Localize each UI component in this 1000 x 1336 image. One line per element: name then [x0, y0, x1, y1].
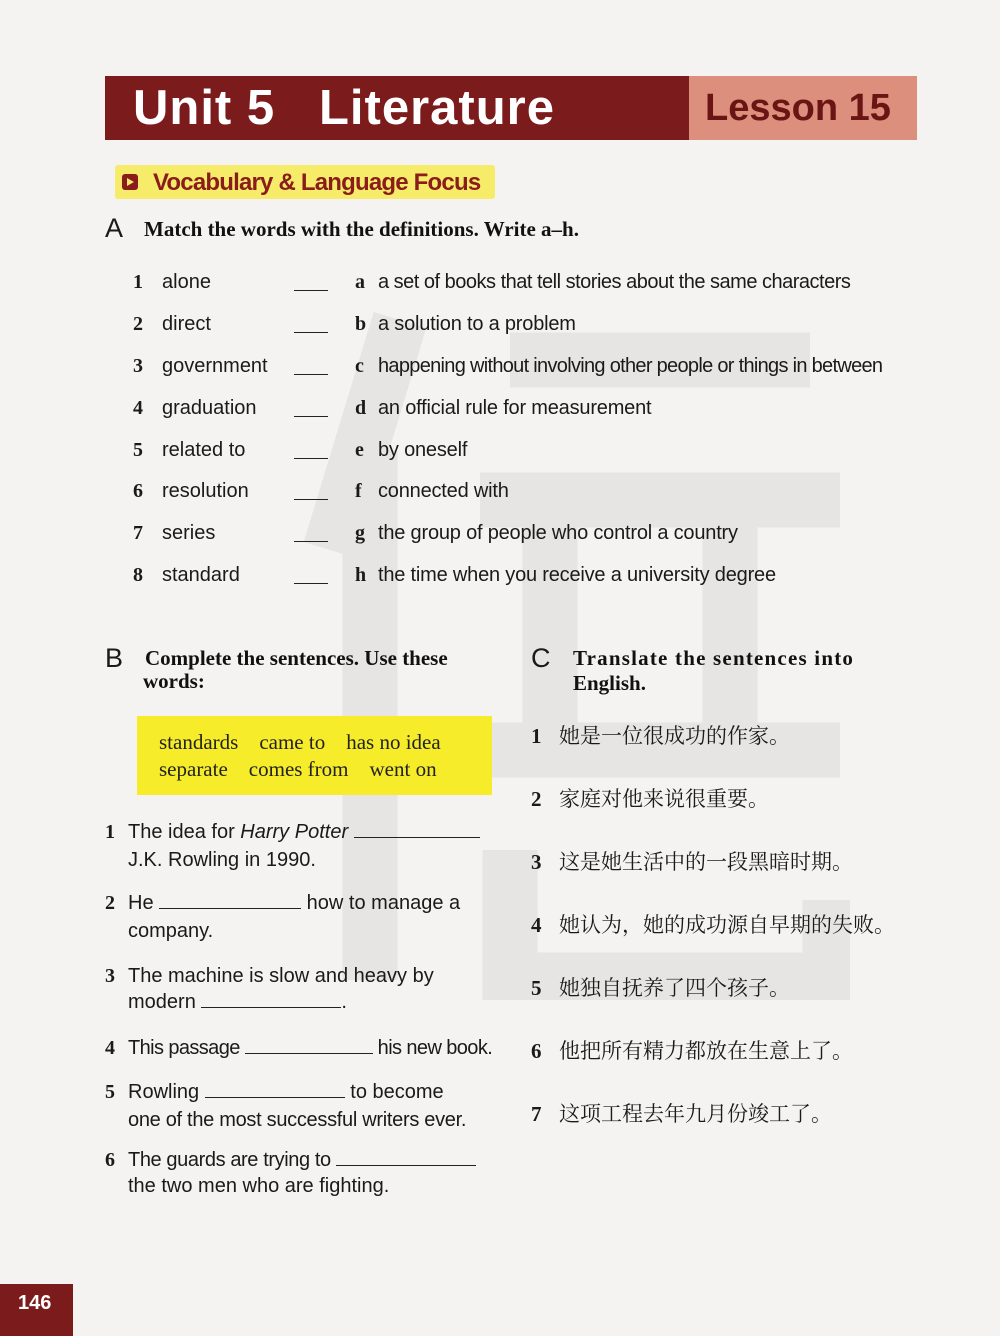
definition-text: the time when you receive a university degree [378, 564, 776, 586]
b-item-number: 4 [105, 1037, 115, 1059]
b-item-text-line2: one of the most successful writers ever. [128, 1109, 467, 1131]
answer-blank[interactable] [294, 374, 328, 375]
lesson-title: Lesson 15 [705, 87, 891, 129]
match-row [133, 313, 933, 343]
chinese-sentence: 家庭对他来说很重要。 [559, 787, 769, 811]
answer-blank[interactable] [354, 819, 480, 838]
page-number: 146 [18, 1292, 52, 1314]
answer-blank[interactable] [205, 1079, 345, 1098]
answer-blank[interactable] [245, 1035, 373, 1054]
definition-text: connected with [378, 480, 509, 502]
word-number: 8 [133, 564, 143, 586]
unit-header [105, 76, 917, 140]
word-box [137, 716, 492, 795]
definition-letter: h [355, 564, 367, 586]
chinese-sentence: 她认为，她的成功源自早期的失败。 [559, 913, 895, 937]
definition-text: a solution to a problem [378, 313, 576, 335]
b-item-text-line2: the two men who are fighting. [128, 1175, 390, 1197]
b-item-text: He [128, 892, 160, 914]
focus-banner [115, 165, 495, 199]
b-item-number: 6 [105, 1149, 115, 1171]
chinese-sentence: 她是一位很成功的作家。 [559, 724, 790, 748]
definition-text: the group of people who control a country [378, 522, 738, 544]
vocab-word: government [162, 355, 268, 377]
b-item-number: 2 [105, 892, 115, 914]
section-a-instruction: Match the words with the definitions. Write a–h. [144, 217, 579, 241]
b-item-text-after: to become [344, 1081, 444, 1103]
definition-text: an official rule for measurement [378, 397, 652, 419]
translation-item [531, 783, 769, 813]
section-b-instruction-line2: words: [143, 669, 205, 693]
translation-item [531, 720, 790, 750]
translation-item [531, 1098, 832, 1128]
word-number: 5 [133, 439, 143, 461]
translation-number: 7 [531, 1102, 542, 1126]
b-item-text-after: how to manage a [301, 892, 461, 914]
definition-letter: c [355, 355, 364, 377]
b-item-text-after: . [341, 991, 347, 1013]
definition-text: a set of books that tell stories about the same characters [378, 271, 851, 293]
b-item-number: 5 [105, 1081, 115, 1103]
match-row [133, 480, 933, 510]
word-number: 2 [133, 313, 143, 335]
answer-blank[interactable] [159, 890, 301, 909]
definition-letter: d [355, 397, 367, 419]
translation-item [531, 909, 895, 939]
translation-item [531, 1035, 853, 1065]
answer-blank[interactable] [201, 989, 341, 1008]
word-number: 3 [133, 355, 143, 377]
section-c-instruction-line1: Translate the sentences into [573, 646, 855, 670]
definition-text: happening without involving other people or things in between [378, 355, 883, 377]
b-item-text: The guards are trying to [128, 1149, 336, 1171]
play-icon [122, 174, 138, 190]
section-b-instruction-line1: Complete the sentences. Use these [145, 646, 448, 670]
b-item-text-line2: modern [128, 991, 202, 1013]
definition-letter: f [355, 480, 362, 502]
match-row [133, 271, 933, 301]
answer-blank[interactable] [294, 458, 328, 459]
b-item-text-after: his new book. [372, 1037, 493, 1059]
page-number-tab [0, 1284, 73, 1336]
translation-item [531, 846, 853, 876]
definition-letter: a [355, 271, 365, 293]
match-row [133, 522, 933, 552]
b-item-number: 1 [105, 821, 115, 843]
vocab-word: alone [162, 271, 211, 293]
section-a-letter: A [105, 213, 124, 243]
translation-item [531, 972, 790, 1002]
match-row [133, 355, 933, 385]
answer-blank[interactable] [294, 290, 328, 291]
b-item-text: The machine is slow and heavy by [128, 965, 434, 987]
translation-number: 1 [531, 724, 542, 748]
vocab-word: series [162, 522, 216, 544]
b-item-book-title: Harry Potter [240, 821, 349, 843]
b-item-text: This passage [128, 1037, 245, 1059]
chinese-sentence: 这是她生活中的一段黑暗时期。 [559, 850, 853, 874]
b-item-text-line2: company. [128, 920, 214, 942]
translation-number: 2 [531, 787, 542, 811]
focus-title: Vocabulary & Language Focus [153, 169, 481, 196]
translation-number: 3 [531, 850, 542, 874]
translation-number: 6 [531, 1039, 542, 1063]
answer-blank[interactable] [294, 583, 328, 584]
b-item-text: The idea for [128, 821, 241, 843]
match-row [133, 397, 933, 427]
chinese-sentence: 这项工程去年九月份竣工了。 [559, 1102, 832, 1126]
b-item-text-line2: J.K. Rowling in 1990. [128, 849, 316, 871]
word-box-line1: standards came to has no idea [159, 730, 441, 754]
unit-title: Unit 5 Literature [133, 81, 555, 135]
match-row [133, 564, 933, 594]
vocab-word: direct [162, 313, 211, 335]
section-c-letter: C [531, 643, 551, 673]
vocab-word: standard [162, 564, 240, 586]
section-b-letter: B [105, 643, 124, 673]
answer-blank[interactable] [336, 1147, 476, 1166]
definition-text: by oneself [378, 439, 468, 461]
definition-letter: e [355, 439, 364, 461]
answer-blank[interactable] [294, 416, 328, 417]
chinese-sentence: 他把所有精力都放在生意上了。 [559, 1039, 853, 1063]
translation-number: 4 [531, 913, 542, 937]
match-row [133, 439, 933, 469]
word-number: 6 [133, 480, 143, 502]
chinese-sentence: 她独自抚养了四个孩子。 [559, 976, 790, 1000]
b-item-text: Rowling [128, 1081, 205, 1103]
answer-blank[interactable] [294, 332, 328, 333]
vocab-word: resolution [162, 480, 249, 502]
word-number: 1 [133, 271, 143, 293]
definition-letter: g [355, 522, 365, 544]
section-c-instruction-line2: English. [573, 671, 646, 695]
word-number: 7 [133, 522, 143, 544]
answer-blank[interactable] [294, 499, 328, 500]
vocab-word: related to [162, 439, 246, 461]
word-box-line2: separate comes from went on [159, 757, 437, 781]
translation-number: 5 [531, 976, 542, 1000]
lesson-box [689, 76, 917, 140]
definition-letter: b [355, 313, 367, 335]
word-number: 4 [133, 397, 143, 419]
b-item-number: 3 [105, 965, 115, 987]
answer-blank[interactable] [294, 541, 328, 542]
vocab-word: graduation [162, 397, 257, 419]
